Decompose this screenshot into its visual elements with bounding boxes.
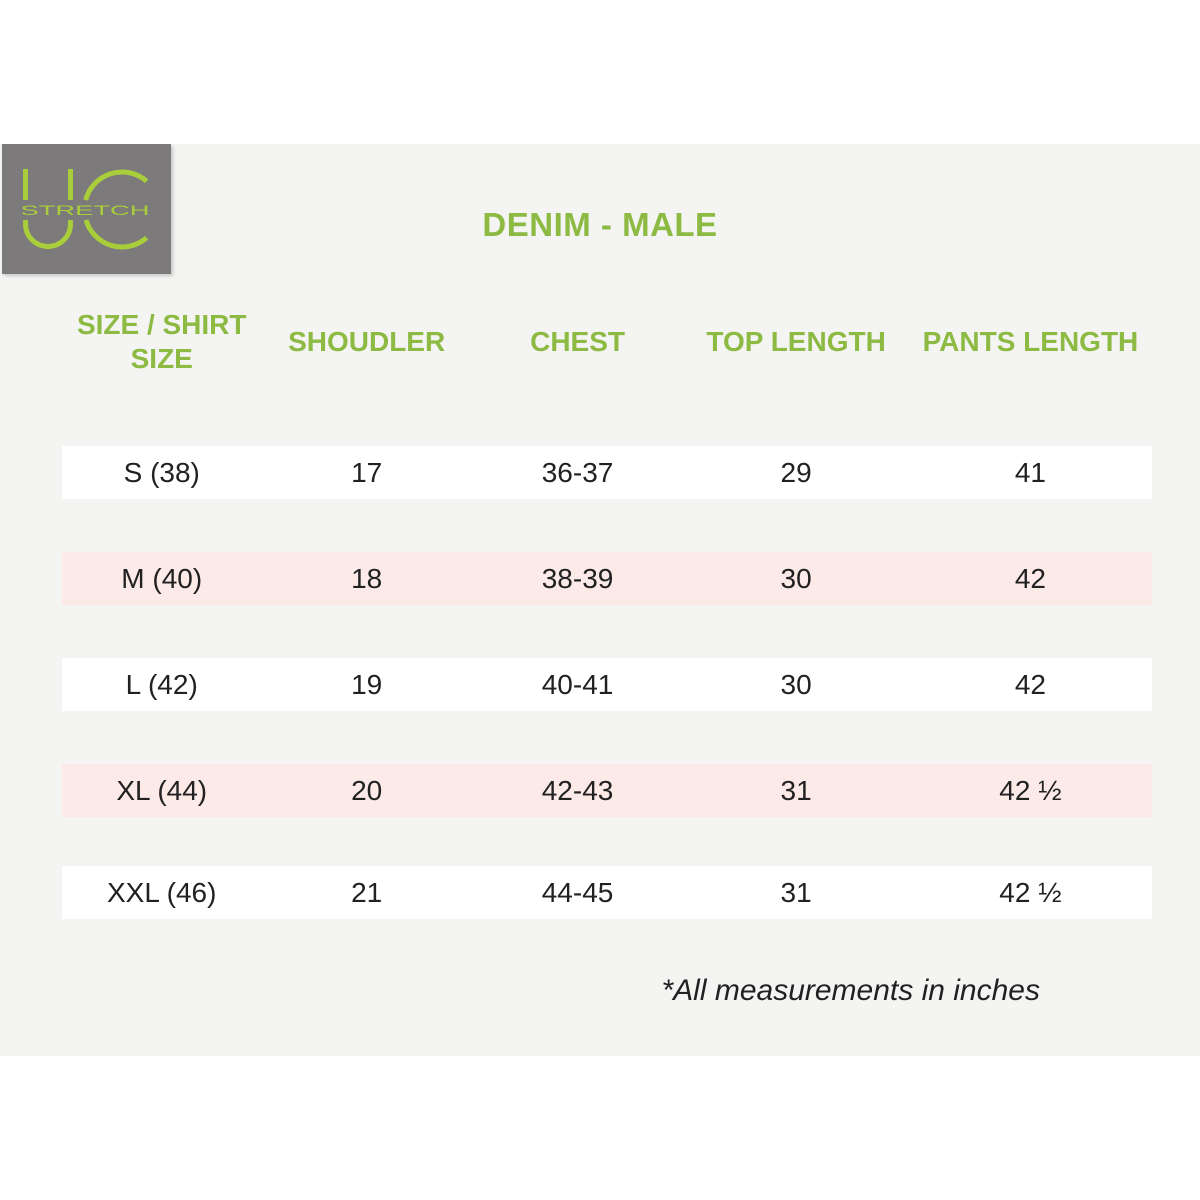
- measurement-cell: 42 ½: [999, 876, 1062, 908]
- measurement-cell: 42 ½: [999, 774, 1062, 806]
- size-label-cell: XL (44): [116, 774, 208, 806]
- size-label-cell: XXL (46): [107, 876, 217, 908]
- size-label-cell: S (38): [123, 456, 200, 488]
- measurement-cell: 31: [780, 774, 812, 806]
- size-label-cell: M (40): [121, 562, 203, 594]
- table-row-1: [62, 552, 1152, 605]
- table-header-row: [62, 304, 1152, 380]
- page-title: DENIM - MALE: [482, 206, 718, 243]
- column-header-pants-length: PANTS LENGTH: [922, 326, 1139, 358]
- logo-stretch-text: STRETCH: [20, 202, 150, 218]
- measurement-cell: 30: [780, 562, 812, 594]
- measurement-cell: 42-43: [541, 774, 614, 806]
- measurement-cell: 20: [351, 774, 383, 806]
- measurement-cell: 21: [351, 876, 383, 908]
- measurement-cell: 30: [780, 668, 812, 700]
- measurement-cell: 17: [351, 456, 383, 488]
- table-row-0: [62, 446, 1152, 499]
- table-row-3: [62, 764, 1152, 817]
- measurement-cell: 38-39: [541, 562, 614, 594]
- column-header-shoulder: SHOUDLER: [288, 326, 446, 358]
- measurement-cell: 36-37: [541, 456, 614, 488]
- measurement-cell: 29: [780, 456, 812, 488]
- measurement-cell: 44-45: [541, 876, 614, 908]
- table-row-2: [62, 658, 1152, 711]
- table-row-4: [62, 866, 1152, 919]
- measurement-cell: 31: [780, 876, 812, 908]
- column-header-size-shirt-size: SIZE / SHIRT SIZE: [76, 309, 247, 374]
- column-header-chest: CHEST: [530, 326, 625, 358]
- measurement-cell: 42: [1014, 668, 1047, 700]
- size-chart-panel: [0, 144, 1200, 1056]
- measurement-cell: 41: [1014, 456, 1047, 488]
- measurements-footnote: *All measurements in inches: [661, 974, 1040, 1007]
- measurement-cell: 40-41: [541, 668, 614, 700]
- size-table: [62, 144, 1152, 1056]
- size-label-cell: L (42): [125, 668, 198, 700]
- measurement-cell: 19: [351, 668, 383, 700]
- column-header-top-length: TOP LENGTH: [706, 326, 886, 358]
- measurement-cell: 42: [1014, 562, 1047, 594]
- measurement-cell: 18: [351, 562, 383, 594]
